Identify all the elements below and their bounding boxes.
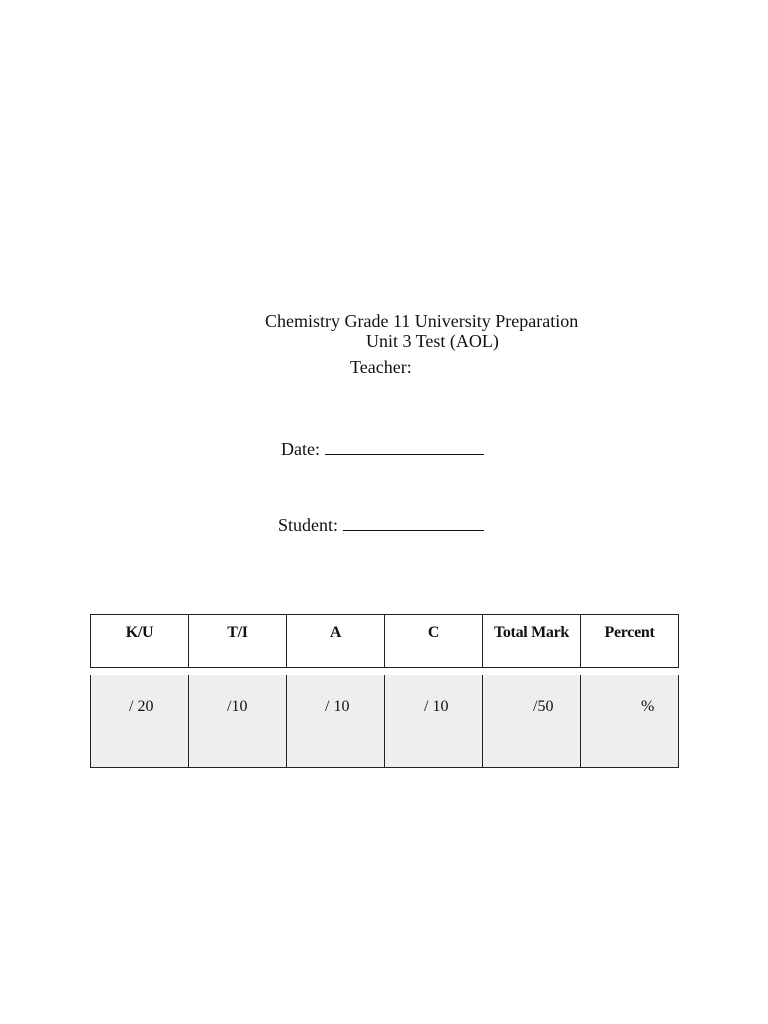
student-label: Student: <box>278 515 339 535</box>
value-a <box>287 675 385 767</box>
header-percent: Percent <box>604 624 655 641</box>
header-c: C <box>385 615 483 667</box>
value-ti <box>189 675 287 767</box>
document-subtitle: Unit 3 Test (AOL) <box>366 331 499 351</box>
value-ti-text: /10 <box>227 698 248 715</box>
value-ku-text: / 20 <box>129 698 154 715</box>
date-label: Date: <box>281 439 320 459</box>
header-ku: K/U <box>91 615 189 667</box>
header-total-mark: Total Mark <box>483 615 581 667</box>
value-percent <box>581 675 678 767</box>
teacher-label: Teacher: <box>350 357 412 377</box>
date-blank-line[interactable] <box>325 439 484 455</box>
student-blank-line[interactable] <box>343 515 484 531</box>
value-c <box>385 675 483 767</box>
marks-table-header-row <box>90 614 679 668</box>
header-a: A <box>287 615 385 667</box>
value-total-mark <box>483 675 581 767</box>
value-a-text: / 10 <box>325 698 350 715</box>
document-title: Chemistry Grade 11 University Preparation <box>265 311 579 331</box>
student-field <box>278 515 484 535</box>
value-ku <box>91 675 189 767</box>
value-percent-text: % <box>641 698 655 715</box>
date-field <box>281 439 484 459</box>
marks-table <box>90 614 679 768</box>
value-c-text: / 10 <box>424 698 449 715</box>
value-total-mark-text: /50 <box>533 698 554 715</box>
header-ti: T/I <box>189 615 287 667</box>
marks-table-value-row <box>90 675 679 768</box>
